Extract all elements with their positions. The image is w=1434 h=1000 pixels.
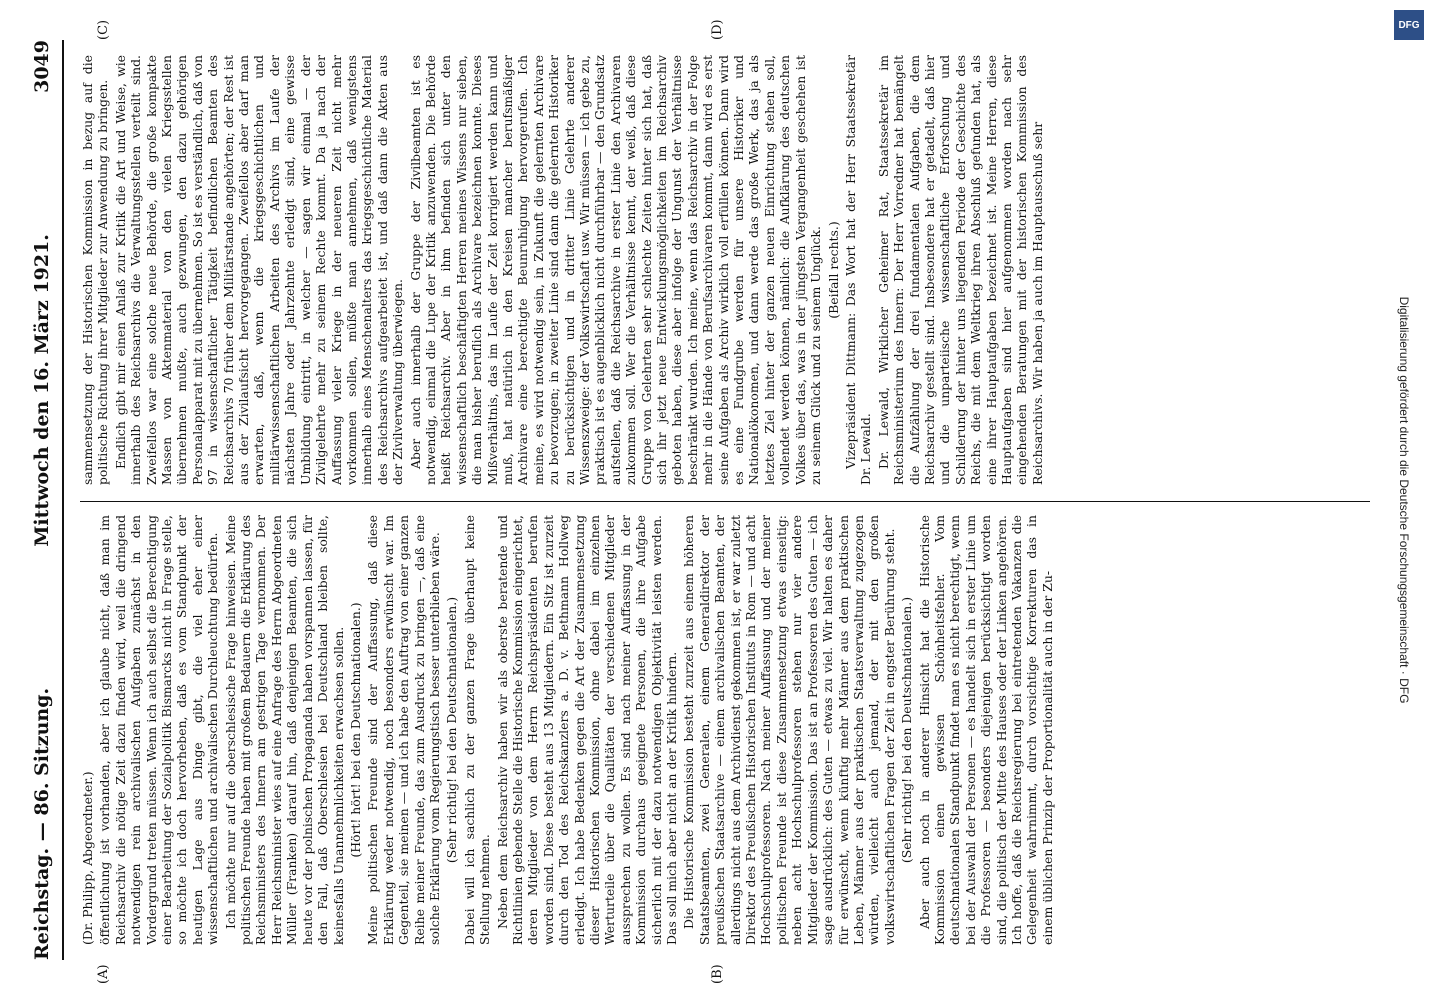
paragraph: Neben dem Reichsarchiv haben wir als oberste beratende und Richtlinien gebende Stelle die Historische Kommission eingerichtet, deren Mitglieder von dem Herrn Reichspräsidenten berufen worden sind. Diese besteht aus 13 Mitgliedern. Ein Sitz ist zurzeit durch den Tod des Reichskanzlers a. D. v. Bethmann Hollweg erledigt. Ich habe Bedenken gegen die Art der Zusammensetzung dieser Historischen Kommission, ohne dabei im einzelnen Werturteile über die Qualitäten der verschiedenen Mitglieder aussprechen zu wollen. Es sind nach meiner Auffassung in der Kommission durchaus geeignete Personen, die ihre Aufgabe sicherlich mit der dazu notwendigen Objektivität leisten werden. Das soll mich aber nicht an der Kritik hindern. xyxy=(494,515,680,945)
paragraph: Endlich gibt mir einen Anlaß zur Kritik die Art und Weise, wie innerhalb des Reichsarchivs die Verwaltungsstellen verteilt sind. Zweifellos war eine solche neue Behörde, die große kompakte Massen von Aktenmaterial von den vielen Kriegsstellen übernehmen mußte, auch gezwungen, den dazu gehörigen Personalapparat mit zu übernehmen. So ist es verständlich, daß von 97 in wissenschaftlicher Tätigkeit befindlichen Beamten des Reichsarchivs 70 früher dem Militärstande angehörten; der Rest ist aus der Zivilaufsicht hervorgegangen. Zweifellos aber darf man erwarten, daß, wenn die kriegsgeschichtlichen und militärwissenschaftlichen Arbeiten des Archivs im Laufe der nächsten Jahre oder Jahrzehnte erledigt sind, eine gewisse Umbildung eintritt, in welcher — sagen wir einmal — der Zivilgelehrte mehr zu seinem Rechte kommt. Da ja nach der Auffassung vieler Kriege in der neueren Zeit nicht mehr vorkommen sollen, müßte man annehmen, daß wenigstens innerhalb eines Menschenalters das kriegsgeschichtliche Material des Reichsarchivs aufgearbeitet ist, und daß dann die Akten aus der Zivilverwaltung überwiegen. xyxy=(112,55,406,485)
paragraph: (Sehr richtig! bei den Deutschnationalen.) xyxy=(444,596,460,864)
margin-marker-a: (A) xyxy=(96,964,111,984)
paragraph: Dr. Lewald, Wirklicher Geheimer Rat, Staatssekretär im Reichsministerium des Innern: Der Herr Vorredner hat bemängelt die Aufzählung der drei fundamentalen Aufgaben, die dem Reichsarchiv gestellt sind. Insbesondere hat er getadelt, daß hier und die unparteiische wissenschaftliche Erforschung und Schilderung der hinter uns liegenden Periode der Geschichte des Reichs, die mit dem Weltkrieg ihren Abschluß gefunden hat, als eine ihrer Hauptaufgaben bezeichnet ist. Meine Herren, diese Hauptaufgaben sind hier aufgenommen worden nach sehr eingehenden Beratungen mit der historischen Kommission des Reichsarchivs. Wir haben ja auch im Hauptausschuß sehr xyxy=(875,55,1045,485)
right-column xyxy=(80,55,1370,485)
header-left: Reichstag. — 86. Sitzung. xyxy=(31,687,53,960)
header-center: Mittwoch den 16. März 1921. xyxy=(31,234,53,547)
margin-marker-b: (B) xyxy=(710,964,725,984)
paragraph: öffentlichung ist vorhanden, aber ich glaube nicht, daß man im Reichsarchiv die nötige Zeit dazu finden wird, weil die dringend notwendigen rein archivalischen Aufgaben zunächst in den Vordergrund treten müssen. Wenn ich auch selbst die Berechtigung einer Bearbeitung der Sozialpolitik Bismarcks nicht in Frage stelle, so möchte ich doch hervorheben, daß es vom Standpunkt der heutigen Lage aus Dinge gibt, die viel eher einer wissenschaftlichen und archivalischen Durchleuchtung bedürfen. xyxy=(97,515,221,945)
page-number: 3049 xyxy=(31,40,53,93)
paragraph: Vizepräsident Dittmann: Das Wort hat der Herr Staatssekretär Dr. Lewald. xyxy=(842,55,874,485)
paragraph: sammensetzung der Historischen Kommission in bezug auf die politische Richtung ihrer Mitglieder zur Anwendung zu bringen. xyxy=(80,55,111,485)
paragraph: (Hört! hört! bei den Deutschnationalen.) xyxy=(347,602,363,858)
paragraph: (Beifall rechts.) xyxy=(825,221,841,319)
margin-marker-c: (C) xyxy=(96,19,111,40)
paragraph: Die Historische Kommission besteht zurzeit aus einem höheren Staatsbeamten, zwei Generalen, einem Generaldirektor der preußischen Staatsarchive — einem archivalischen Beamten, der allerdings nicht aus dem Archivdienst gekommen ist, er war zuletzt Direktor des Preußischen Historischen Instituts in Rom — und acht Hochschulprofessoren. Nach meiner Auffassung und der meiner politischen Freunde ist diese Zusammensetzung etwas einseitig: neben acht Hochschulprofessoren stehen nur vier andere Mitglieder der Kommission. Das ist an Professoren des Guten — ich sage ausdrücklich: des Guten — etwas zu viel. Wir halten es daher für erwünscht, wenn künftig mehr Männer aus dem praktischen Leben, Männer aus der praktischen Staatsverwaltung zugezogen würden, vielleicht auch jemand, der mit den großen volkswirtschaftlichen Fragen der Zeit in engster Berührung steht. xyxy=(681,515,897,945)
paragraph: (Dr. Philipp, Abgeordneter.) xyxy=(80,771,95,945)
paragraph: Aber auch innerhalb der Gruppe der Zivilbeamten ist es notwendig, einmal die Lupe der Kritik anzuwenden. Die Behörde heißt Reichsarchiv. Aber in ihm befinden sich unter den wissenschaftlich beschäftigten Herren meines Wissens nur sieben, die man bisher beruflich als Archivare bezeichnen konnte. Dieses Mißverhältnis, das im Laufe der Zeit korrigiert werden kann und muß, hat natürlich in den Kreisen mancher berufsmäßiger Archivare eine berechtigte Beunruhigung hervorgerufen. Ich meine, es wird notwendig sein, in Zukunft die gelernten Archivare zu bevorzugen; in zweiter Linie sind dann die gelernten Historiker zu berücksichtigen und in dritter Linie Gelehrte anderer Wissenszweige: der Volkswirtschaft usw. Wir müssen — ich gebe zu, praktisch ist es augenblicklich nicht durchführbar — den Grundsatz aufstellen, daß die Reichsarchive in erster Linie den Archivaren zukommen soll. Wer die Verhältnisse kennt, der weiß, daß diese Gruppe von Gelehrten sehr schlechte Zeiten hinter sich hat, daß sich ihr jetzt neue Entwicklungsmöglichkeiten im Reichsarchiv geboten haben, diese aber infolge der Ungunst der Verhältnisse beschränkt wurden. Ich meine, wenn das Reichsarchiv in der Folge mehr in die Hände von Berufsarchivaren kommt, dann wird es erst seine Aufgaben als Archiv wirklich voll erfüllen können. Dann wird es eine Fundgrube werden für unsere Historiker und Nationalökonomen, und dann werde das große Werk, das ja als letztes Ziel hinter der ganzen neuen Einrichtung stehen soll, vollendet werden können, nämlich: die Aufklärung des deutschen Volkes über das, was in der jüngsten Vergangenheit geschehen ist zu seinem Glück und zu seinem Unglück. xyxy=(407,55,824,485)
side-credit xyxy=(1392,30,1416,970)
side-credit-text: Digitalisierung gefördert durch die Deutsche Forschungsgemeinschaft · DFG xyxy=(1397,296,1411,704)
dfg-logo: DFG xyxy=(1394,10,1424,40)
paragraph: Aber auch noch in anderer Hinsicht hat die Historische Kommission einen gewissen Schönheitsfehler. Vom deutschnationalen Standpunkt findet man es nicht berechtigt, wenn bei der Auswahl der Personen — es handelt sich in erster Linie um die Professoren — besonders diejenigen berücksichtigt worden sind, die politisch der Mitte des Hauses oder der Linken angehören. Ich hoffe, daß die Reichsregierung bei eintretenden Vakanzen die Gelegenheit wahrnimmt, durch vorsichtige Korrekturen das in einem üblichen Prinzip der Proportionalität auch in der Zu- xyxy=(916,515,1055,945)
paragraph: (Sehr richtig! bei den Deutschnationalen.) xyxy=(899,596,915,864)
margin-marker-d: (D) xyxy=(710,19,725,40)
paragraph: Dabei will ich sachlich zu der ganzen Frage überhaupt keine Stellung nehmen. xyxy=(461,515,493,945)
paragraph: Ich möchte nur auf die oberschlesische Frage hinweisen. Meine politischen Freunde haben mit großem Bedauern die Erklärung des Reichsministers des Innern am gestrigen Tage vernommen. Der Herr Reichsminister wies auf eine Anfrage des Herrn Abgeordneten Müller (Franken) darauf hin, daß denjenigen Beamten, die sich heute vor der polnischen Propaganda haben vorspannen lassen, für den Fall, daß Oberschlesien bei Deutschland bleiben sollte, keinesfalls Unannehmlichkeiten erwachsen sollen. xyxy=(222,515,346,945)
paragraph: Meine politischen Freunde sind der Auffassung, daß diese Erklärung weder notwendig, noch besonders erwünscht war. Im Gegenteil, sie meinen — und ich habe den Auftrag von einer ganzen Reihe meiner Freunde, das zum Ausdruck zu bringen —, daß eine solche Erklärung vom Regierungstisch besser unterblieben wäre. xyxy=(365,515,442,945)
page-header xyxy=(22,40,64,960)
column-divider xyxy=(80,501,1370,502)
left-column xyxy=(80,515,1370,945)
